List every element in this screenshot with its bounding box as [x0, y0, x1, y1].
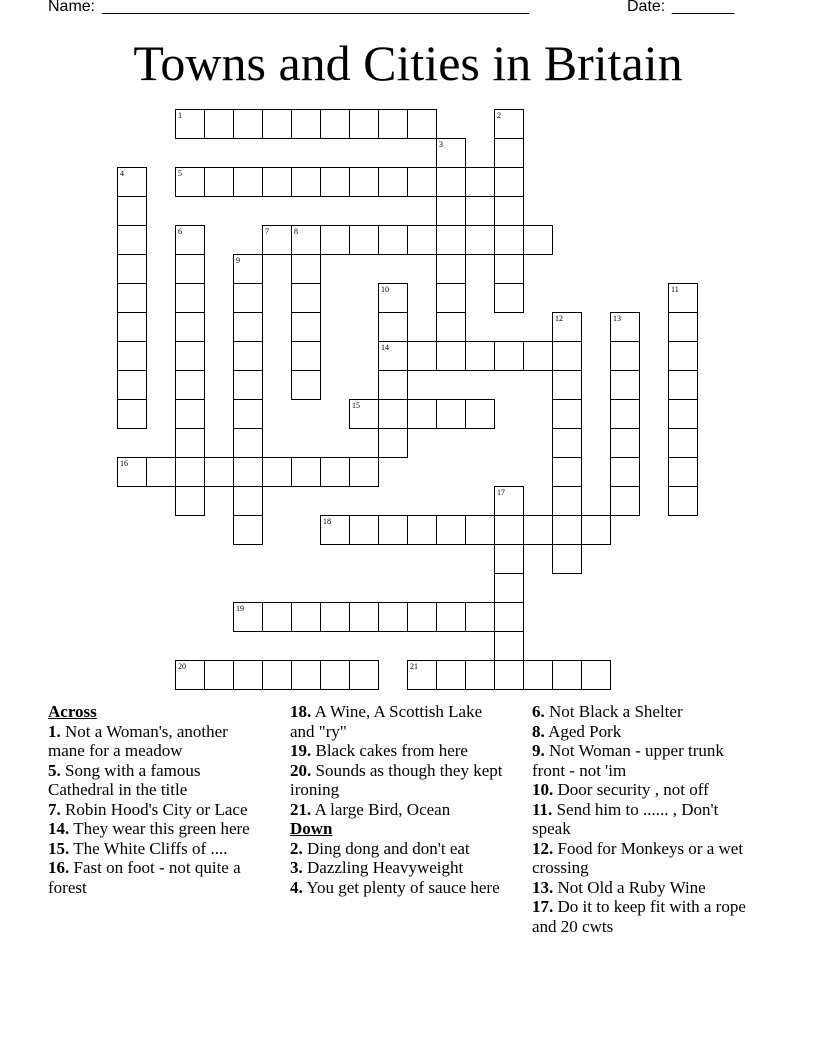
clue-down-6: 6. Not Black a Shelter	[532, 702, 683, 721]
grid-cell[interactable]	[262, 457, 292, 487]
grid-cell[interactable]	[291, 167, 321, 197]
grid-cell[interactable]	[378, 283, 408, 313]
grid-cell[interactable]	[407, 602, 437, 632]
grid-cell[interactable]	[291, 341, 321, 371]
grid-cell[interactable]	[175, 341, 205, 371]
grid-cell[interactable]	[233, 602, 263, 632]
clue-across-14: 14. They wear this green here	[48, 819, 250, 838]
grid-cell[interactable]	[668, 341, 698, 371]
grid-cell[interactable]	[523, 660, 553, 690]
grid-cell[interactable]	[117, 196, 147, 226]
clue-down-8: 8. Aged Pork	[532, 721, 622, 741]
grid-cell[interactable]	[349, 109, 379, 139]
grid-cell[interactable]	[233, 486, 263, 516]
grid-cell[interactable]	[552, 544, 582, 574]
grid-cell[interactable]	[320, 225, 350, 255]
grid-cell[interactable]	[175, 254, 205, 284]
clue-number: 6	[178, 227, 182, 236]
clue-across-7: 7. Robin Hood's City or Lace	[48, 799, 248, 819]
grid-cell[interactable]	[378, 341, 408, 371]
grid-cell[interactable]	[233, 312, 263, 342]
clue-across-20: 20. Sounds as though they kept ironing	[290, 760, 503, 799]
grid-cell[interactable]	[378, 225, 408, 255]
grid-cell[interactable]	[117, 283, 147, 313]
grid-cell[interactable]	[581, 660, 611, 690]
grid-cell[interactable]	[610, 370, 640, 400]
page-title: Towns and Cities in Britain	[133, 35, 683, 91]
clue-down-9: 9. Not Woman - upper trunk front - not 'im	[532, 741, 724, 780]
grid-cell[interactable]	[320, 602, 350, 632]
grid-cell[interactable]	[407, 225, 437, 255]
grid-cell[interactable]	[233, 399, 263, 429]
grid-cell[interactable]	[668, 486, 698, 516]
grid-cell[interactable]	[117, 457, 147, 487]
grid-cell[interactable]	[262, 225, 292, 255]
clue-down-11: 11. Send him to ...... , Don't speak	[532, 799, 719, 838]
grid-cell[interactable]	[465, 167, 495, 197]
grid-cell[interactable]	[552, 312, 582, 342]
clue-number: 14	[381, 343, 389, 352]
grid-cell[interactable]	[494, 660, 524, 690]
grid-cell[interactable]	[436, 225, 466, 255]
grid-cell[interactable]	[262, 660, 292, 690]
grid-cell[interactable]	[233, 254, 263, 284]
grid-cell[interactable]	[610, 428, 640, 458]
grid-cell[interactable]	[552, 486, 582, 516]
grid-cell[interactable]	[117, 225, 147, 255]
grid-cell[interactable]	[494, 225, 524, 255]
grid-cell[interactable]	[523, 515, 553, 545]
grid-cell[interactable]	[175, 109, 205, 139]
clue-across-5: 5. Song with a famous Cathedral in the title	[48, 760, 201, 799]
clue-number: 20	[178, 662, 186, 671]
clues-column-1	[48, 702, 268, 897]
grid-cell[interactable]	[117, 370, 147, 400]
grid-cell[interactable]	[349, 225, 379, 255]
grid-cell[interactable]	[436, 283, 466, 313]
grid-cell[interactable]	[494, 254, 524, 284]
grid-cell[interactable]	[436, 167, 466, 197]
grid-cell[interactable]	[494, 486, 524, 516]
grid-cell[interactable]	[494, 631, 524, 661]
across-heading: Across	[48, 702, 97, 721]
grid-cell[interactable]	[291, 254, 321, 284]
grid-cell[interactable]	[407, 660, 437, 690]
clue-number: 17	[497, 488, 505, 497]
clue-number: 18	[323, 517, 331, 526]
grid-cell[interactable]	[436, 312, 466, 342]
grid-cell[interactable]	[233, 457, 263, 487]
grid-cell[interactable]	[407, 341, 437, 371]
grid-cell[interactable]	[291, 312, 321, 342]
clue-across-19: 19. Black cakes from here	[290, 741, 468, 760]
grid-cell[interactable]	[291, 283, 321, 313]
grid-cell[interactable]	[494, 602, 524, 632]
grid-cell[interactable]	[436, 341, 466, 371]
grid-cell[interactable]	[349, 167, 379, 197]
grid-cell[interactable]	[233, 428, 263, 458]
clue-number: 19	[236, 604, 244, 613]
grid-cell[interactable]	[233, 283, 263, 313]
clue-number: 1	[178, 111, 182, 120]
grid-cell[interactable]	[233, 370, 263, 400]
grid-cell[interactable]	[436, 254, 466, 284]
grid-cell[interactable]	[552, 341, 582, 371]
clue-number: 16	[120, 459, 128, 468]
grid-cell[interactable]	[436, 196, 466, 226]
grid-cell[interactable]	[262, 167, 292, 197]
clue-number: 2	[497, 111, 501, 120]
grid-cell[interactable]	[233, 341, 263, 371]
grid-cell[interactable]	[436, 602, 466, 632]
grid-cell[interactable]	[552, 428, 582, 458]
grid-cell[interactable]	[320, 457, 350, 487]
grid-cell[interactable]	[552, 457, 582, 487]
grid-cell[interactable]	[668, 457, 698, 487]
grid-cell[interactable]	[494, 544, 524, 574]
grid-cell[interactable]	[175, 399, 205, 429]
grid-cell[interactable]	[320, 660, 350, 690]
clue-down-4: 4. You get plenty of sauce here	[290, 877, 500, 897]
grid-cell[interactable]	[610, 457, 640, 487]
grid-cell[interactable]	[378, 515, 408, 545]
grid-cell[interactable]	[436, 515, 466, 545]
grid-cell[interactable]	[291, 660, 321, 690]
grid-cell[interactable]	[262, 109, 292, 139]
grid-cell[interactable]	[494, 573, 524, 603]
grid-cell[interactable]	[465, 515, 495, 545]
clue-across-18: 18. A Wine, A Scottish Lake and "ry"	[290, 702, 483, 741]
grid-cell[interactable]	[175, 312, 205, 342]
grid-cell[interactable]	[291, 370, 321, 400]
grid-cell[interactable]	[668, 370, 698, 400]
grid-cell[interactable]	[378, 167, 408, 197]
clue-down-17: 17. Do it to keep fit with a rope and 20 cwts	[532, 897, 746, 936]
grid-cell[interactable]	[262, 602, 292, 632]
grid-cell[interactable]	[204, 660, 234, 690]
clues-column-2	[290, 702, 510, 897]
grid-cell[interactable]	[494, 196, 524, 226]
grid-cell[interactable]	[349, 399, 379, 429]
grid-cell[interactable]	[233, 109, 263, 139]
grid-cell[interactable]	[668, 312, 698, 342]
clue-down-13: 13. Not Old a Ruby Wine	[532, 877, 706, 897]
clue-number: 10	[381, 285, 389, 294]
grid-cell[interactable]	[494, 138, 524, 168]
grid-cell[interactable]	[291, 225, 321, 255]
grid-cell[interactable]	[552, 660, 582, 690]
grid-cell[interactable]	[175, 225, 205, 255]
clue-down-3: 3. Dazzling Heavyweight	[290, 858, 464, 877]
clue-down-2: 2. Ding dong and don't eat	[290, 838, 470, 858]
clue-number: 5	[178, 169, 182, 178]
grid-cell[interactable]	[668, 399, 698, 429]
clue-across-16: 16. Fast on foot - not quite a forest	[48, 858, 241, 897]
grid-cell[interactable]	[668, 428, 698, 458]
grid-cell[interactable]	[175, 428, 205, 458]
grid-cell[interactable]	[204, 167, 234, 197]
clue-across-21: 21. A large Bird, Ocean	[290, 799, 451, 819]
grid-cell[interactable]	[175, 457, 205, 487]
grid-cell[interactable]	[378, 602, 408, 632]
grid-cell[interactable]	[320, 167, 350, 197]
grid-cell[interactable]	[436, 660, 466, 690]
clue-number: 8	[294, 227, 298, 236]
clue-number: 15	[352, 401, 360, 410]
grid-cell[interactable]	[291, 109, 321, 139]
grid-cell[interactable]	[378, 428, 408, 458]
grid-cell[interactable]	[407, 109, 437, 139]
grid-cell[interactable]	[117, 254, 147, 284]
grid-cell[interactable]	[378, 370, 408, 400]
grid-cell[interactable]	[204, 457, 234, 487]
grid-cell[interactable]	[523, 341, 553, 371]
grid-cell[interactable]	[465, 399, 495, 429]
grid-cell[interactable]	[117, 312, 147, 342]
grid-cell[interactable]	[494, 283, 524, 313]
clue-down-12: 12. Food for Monkeys or a wet crossing	[532, 838, 744, 877]
grid-cell[interactable]	[175, 370, 205, 400]
clue-number: 21	[410, 662, 418, 671]
grid-cell[interactable]	[494, 515, 524, 545]
clues-column-3	[532, 702, 752, 936]
grid-cell[interactable]	[175, 283, 205, 313]
grid-cell[interactable]	[494, 167, 524, 197]
clue-down-10: 10. Door security , not off	[532, 780, 709, 799]
grid-cell[interactable]	[175, 660, 205, 690]
clue-number: 12	[555, 314, 563, 323]
grid-cell[interactable]	[291, 457, 321, 487]
clue-across-15: 15. The White Cliffs of ....	[48, 838, 228, 858]
grid-cell[interactable]	[610, 486, 640, 516]
grid-cell[interactable]	[581, 515, 611, 545]
clue-number: 9	[236, 256, 240, 265]
grid-cell[interactable]	[436, 399, 466, 429]
grid-cell[interactable]	[320, 515, 350, 545]
clue-number: 13	[613, 314, 621, 323]
grid-cell[interactable]	[465, 602, 495, 632]
grid-cell[interactable]	[407, 515, 437, 545]
grid-cell[interactable]	[465, 225, 495, 255]
grid-cell[interactable]	[175, 486, 205, 516]
grid-cell[interactable]	[349, 660, 379, 690]
grid-cell[interactable]	[233, 515, 263, 545]
date-field[interactable]: _______	[672, 0, 735, 15]
grid-cell[interactable]	[494, 341, 524, 371]
clue-across-1: 1. Not a Woman's, another mane for a meadow	[48, 721, 228, 760]
grid-cell[interactable]	[552, 399, 582, 429]
grid-cell[interactable]	[349, 602, 379, 632]
clue-number: 7	[265, 227, 269, 236]
grid-cell[interactable]	[378, 399, 408, 429]
clue-number: 4	[120, 169, 124, 178]
grid-cell[interactable]	[494, 109, 524, 139]
grid-cell[interactable]	[233, 167, 263, 197]
grid-cell[interactable]	[552, 370, 582, 400]
grid-cell[interactable]	[320, 109, 350, 139]
grid-cell[interactable]	[291, 602, 321, 632]
grid-cell[interactable]	[407, 167, 437, 197]
grid-cell[interactable]	[523, 225, 553, 255]
grid-cell[interactable]	[233, 660, 263, 690]
grid-cell[interactable]	[117, 167, 147, 197]
grid-cell[interactable]	[465, 660, 495, 690]
grid-cell[interactable]	[465, 341, 495, 371]
grid-cell[interactable]	[378, 312, 408, 342]
grid-cell[interactable]	[436, 138, 466, 168]
name-field[interactable]: ________________________________________________	[102, 0, 530, 15]
grid-cell[interactable]	[610, 312, 640, 342]
grid-cell[interactable]	[117, 399, 147, 429]
date-label: Date:	[627, 0, 666, 15]
grid-cell[interactable]	[349, 457, 379, 487]
grid-cell[interactable]	[349, 515, 379, 545]
grid-cell[interactable]	[407, 399, 437, 429]
grid-cell[interactable]	[610, 341, 640, 371]
name-label: Name:	[48, 0, 96, 15]
clue-number: 11	[671, 285, 679, 294]
grid-cell[interactable]	[552, 515, 582, 545]
grid-cell[interactable]	[610, 399, 640, 429]
down-heading: Down	[290, 819, 333, 838]
grid-cell[interactable]	[146, 457, 176, 487]
grid-cell[interactable]	[204, 109, 234, 139]
grid-cell[interactable]	[378, 109, 408, 139]
grid-cell[interactable]	[175, 167, 205, 197]
grid-cell[interactable]	[668, 283, 698, 313]
grid-cell[interactable]	[117, 341, 147, 371]
clue-number: 3	[439, 140, 443, 149]
